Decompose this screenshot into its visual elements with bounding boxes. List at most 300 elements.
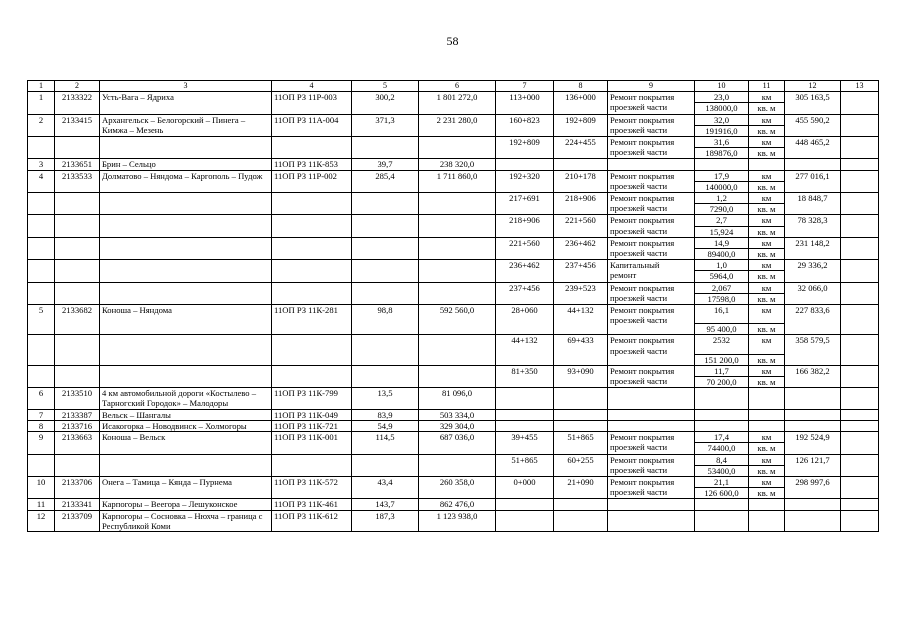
unit-cell-line1: км: [761, 237, 772, 248]
end-km-cell: 51+865: [554, 432, 608, 454]
road-id-cell: 11ОП РЗ 11К-572: [272, 476, 352, 498]
table-row: [28, 159, 879, 170]
quantity-cell: [695, 335, 749, 365]
account-code-cell: 2133682: [55, 305, 100, 335]
quantity-cell-line2: 151 200,0: [695, 354, 748, 365]
quantity-cell: [695, 476, 749, 498]
row-number-cell: 2: [28, 114, 55, 136]
header-cell: 4: [272, 81, 352, 92]
note-cell: [841, 137, 879, 159]
work-type-cell-line1: Капитальный: [610, 260, 660, 271]
work-type-cell-line1: Ремонт покрытия: [610, 282, 675, 293]
work-type-cell-line1: Ремонт покрытия: [610, 305, 675, 316]
length-cell: 187,3: [352, 510, 419, 531]
end-km-cell: [554, 510, 608, 531]
work-type-cell: [608, 454, 695, 476]
note-cell: [841, 499, 879, 510]
road-id-cell: [272, 193, 352, 215]
road-name-cell: 4 км автомобильной дороги «Костылево – Тарногский Городок» – Малодоры: [100, 388, 272, 409]
account-code-cell: [55, 237, 100, 259]
unit-cell-line2: кв. м: [749, 102, 784, 113]
quantity-cell-line2: 74400,0: [695, 442, 748, 453]
road-name-cell: [100, 260, 272, 282]
cost-cell: 862 476,0: [419, 499, 496, 510]
road-id-cell: [272, 260, 352, 282]
road-name-cell: Карпогоры – Сосновка – Нюхча – граница с Республикой Коми: [100, 510, 272, 531]
road-id-cell: [272, 137, 352, 159]
unit-cell-line2: кв. м: [749, 354, 784, 365]
quantity-cell-line1: 17,4: [713, 432, 730, 443]
account-code-cell: 2133663: [55, 432, 100, 454]
sum-cell: 29 336,2: [785, 260, 841, 282]
work-type-cell-line1: Ремонт покрытия: [610, 432, 675, 443]
unit-cell: [749, 432, 785, 454]
quantity-cell-line2: 5964,0: [695, 270, 748, 281]
table-row: [28, 215, 879, 237]
note-cell: [841, 170, 879, 192]
note-cell: [841, 510, 879, 531]
end-km-cell: 21+090: [554, 476, 608, 498]
quantity-cell-line2: 191916,0: [695, 125, 748, 136]
sum-cell: 227 833,6: [785, 305, 841, 335]
row-number-cell: 8: [28, 420, 55, 431]
note-cell: [841, 365, 879, 387]
sum-cell: [785, 510, 841, 531]
unit-cell-line2: кв. м: [749, 293, 784, 304]
road-id-cell: 11ОП РЗ 11Р-002: [272, 170, 352, 192]
quantity-cell: [695, 114, 749, 136]
quantity-cell-line2: 140000,0: [695, 181, 748, 192]
unit-cell-line2: кв. м: [749, 203, 784, 214]
row-number-cell: 11: [28, 499, 55, 510]
unit-cell: [749, 454, 785, 476]
table-row: [28, 510, 879, 531]
unit-cell: [749, 92, 785, 114]
length-cell: [352, 454, 419, 476]
quantity-cell: [695, 510, 749, 531]
unit-cell: [749, 420, 785, 431]
length-cell: [352, 137, 419, 159]
end-km-cell: [554, 499, 608, 510]
note-cell: [841, 159, 879, 170]
account-code-cell: 2133533: [55, 170, 100, 192]
unit-cell-line2: кв. м: [749, 248, 784, 259]
cost-cell: 329 304,0: [419, 420, 496, 431]
table-row: [28, 305, 879, 335]
road-name-cell: Усть-Вага – Ядриха: [100, 92, 272, 114]
row-number-cell: [28, 282, 55, 304]
row-number-cell: [28, 137, 55, 159]
note-cell: [841, 305, 879, 335]
table-row: [28, 420, 879, 431]
unit-cell-line1: км: [761, 282, 772, 293]
header-cell: 12: [785, 81, 841, 92]
quantity-cell: [695, 260, 749, 282]
work-type-cell-line1: Ремонт покрытия: [610, 365, 675, 376]
unit-cell-line2: кв. м: [749, 270, 784, 281]
header-cell: 1: [28, 81, 55, 92]
work-type-cell-line2: проезжей части: [610, 487, 668, 498]
unit-cell: [749, 510, 785, 531]
table-row: [28, 388, 879, 409]
note-cell: [841, 335, 879, 365]
header-cell: 9: [608, 81, 695, 92]
start-km-cell: [496, 388, 554, 409]
work-type-cell-line2: проезжей части: [610, 442, 668, 453]
work-type-cell-line2: проезжей части: [610, 464, 668, 475]
road-name-cell: Архангельск – Белогорский – Пинега – Кимжа – Мезень: [100, 114, 272, 136]
end-km-cell: 60+255: [554, 454, 608, 476]
end-km-cell: 224+455: [554, 137, 608, 159]
work-type-cell: [608, 499, 695, 510]
work-type-cell-line1: Ремонт покрытия: [610, 454, 675, 465]
quantity-cell: [695, 237, 749, 259]
work-type-cell: [608, 215, 695, 237]
row-number-cell: 9: [28, 432, 55, 454]
road-name-cell: Вельск – Шангалы: [100, 409, 272, 420]
row-number-cell: [28, 237, 55, 259]
road-id-cell: [272, 365, 352, 387]
quantity-cell-line2: 53400,0: [695, 465, 748, 476]
quantity-cell-line2: 70 200,0: [695, 376, 748, 387]
work-type-cell: [608, 409, 695, 420]
row-number-cell: [28, 215, 55, 237]
quantity-cell-line1: 32,0: [713, 114, 730, 125]
quantity-cell: [695, 432, 749, 454]
column-number-row: [28, 81, 879, 92]
quantity-cell-line2: 95 400,0: [695, 323, 748, 334]
start-km-cell: 218+906: [496, 215, 554, 237]
quantity-cell: [695, 159, 749, 170]
cost-cell: 592 560,0: [419, 305, 496, 335]
note-cell: [841, 454, 879, 476]
unit-cell: [749, 335, 785, 365]
unit-cell-line2: кв. м: [749, 181, 784, 192]
unit-cell-line1: км: [761, 193, 772, 204]
quantity-cell-line2: 89400,0: [695, 248, 748, 259]
end-km-cell: 93+090: [554, 365, 608, 387]
work-type-cell: [608, 476, 695, 498]
road-name-cell: Карпогоры – Веегора – Лешуконское: [100, 499, 272, 510]
start-km-cell: 192+809: [496, 137, 554, 159]
quantity-cell-line2: 189876,0: [695, 147, 748, 158]
cost-cell: 2 231 280,0: [419, 114, 496, 136]
end-km-cell: 136+000: [554, 92, 608, 114]
unit-cell: [749, 388, 785, 409]
start-km-cell: 81+350: [496, 365, 554, 387]
header-cell: 6: [419, 81, 496, 92]
work-type-cell-line1: Ремонт покрытия: [610, 92, 675, 103]
account-code-cell: [55, 260, 100, 282]
unit-cell-line2: кв. м: [749, 487, 784, 498]
quantity-cell-line1: 1,0: [716, 260, 727, 271]
start-km-cell: 192+320: [496, 170, 554, 192]
cost-cell: [419, 215, 496, 237]
work-type-cell-line1: Ремонт покрытия: [610, 193, 675, 204]
row-number-cell: [28, 260, 55, 282]
length-cell: 371,3: [352, 114, 419, 136]
header-cell: 11: [749, 81, 785, 92]
work-type-cell: [608, 260, 695, 282]
unit-cell-line2: кв. м: [749, 147, 784, 158]
unit-cell-line2: кв. м: [749, 323, 784, 334]
cost-cell: 260 358,0: [419, 476, 496, 498]
road-name-cell: Онега – Тамица – Кянда – Пурнема: [100, 476, 272, 498]
start-km-cell: [496, 420, 554, 431]
length-cell: 13,5: [352, 388, 419, 409]
start-km-cell: 51+865: [496, 454, 554, 476]
quantity-cell: [695, 282, 749, 304]
start-km-cell: [496, 499, 554, 510]
sum-cell: [785, 159, 841, 170]
quantity-cell: [695, 137, 749, 159]
unit-cell-line1: км: [761, 432, 772, 443]
sum-cell: 455 590,2: [785, 114, 841, 136]
work-type-cell: [608, 432, 695, 454]
account-code-cell: 2133709: [55, 510, 100, 531]
account-code-cell: 2133706: [55, 476, 100, 498]
sum-cell: 18 848,7: [785, 193, 841, 215]
road-id-cell: 11ОП РЗ 11К-721: [272, 420, 352, 431]
start-km-cell: 217+691: [496, 193, 554, 215]
cost-cell: [419, 137, 496, 159]
cost-cell: 687 036,0: [419, 432, 496, 454]
work-type-cell: [608, 137, 695, 159]
road-id-cell: 11ОП РЗ 11К-853: [272, 159, 352, 170]
work-type-cell-line2: проезжей части: [610, 225, 668, 236]
note-cell: [841, 92, 879, 114]
end-km-cell: 221+560: [554, 215, 608, 237]
sum-cell: 358 579,5: [785, 335, 841, 365]
quantity-cell-line1: 17,9: [713, 170, 730, 181]
sum-cell: [785, 409, 841, 420]
unit-cell-line1: км: [761, 92, 772, 103]
quantity-cell: [695, 170, 749, 192]
quantity-cell-line2: 126 600,0: [695, 487, 748, 498]
road-name-cell: Исакогорка – Новодвинск – Холмогоры: [100, 420, 272, 431]
end-km-cell: 218+906: [554, 193, 608, 215]
work-type-cell: [608, 335, 695, 365]
account-code-cell: 2133510: [55, 388, 100, 409]
length-cell: [352, 215, 419, 237]
note-cell: [841, 432, 879, 454]
account-code-cell: 2133651: [55, 159, 100, 170]
road-id-cell: 11ОП РЗ 11К-049: [272, 409, 352, 420]
sum-cell: 126 121,7: [785, 454, 841, 476]
road-name-cell: [100, 193, 272, 215]
quantity-cell: [695, 193, 749, 215]
start-km-cell: 160+823: [496, 114, 554, 136]
work-type-cell: [608, 193, 695, 215]
work-type-cell-line2: проезжей части: [610, 376, 668, 387]
note-cell: [841, 420, 879, 431]
cost-cell: 1 123 938,0: [419, 510, 496, 531]
road-repair-table: [27, 80, 879, 532]
work-type-cell-line2: проезжей части: [610, 315, 668, 326]
work-type-cell-line2: ремонт: [610, 270, 637, 281]
unit-cell: [749, 159, 785, 170]
work-type-cell-line1: Ремонт покрытия: [610, 170, 675, 181]
length-cell: [352, 260, 419, 282]
length-cell: [352, 237, 419, 259]
work-type-cell-line1: Ремонт покрытия: [610, 137, 675, 148]
start-km-cell: 113+000: [496, 92, 554, 114]
account-code-cell: 2133387: [55, 409, 100, 420]
length-cell: [352, 335, 419, 365]
unit-cell: [749, 137, 785, 159]
work-type-cell-line1: Ремонт покрытия: [610, 335, 675, 346]
note-cell: [841, 193, 879, 215]
account-code-cell: 2133415: [55, 114, 100, 136]
quantity-cell-line2: 15,924: [695, 226, 748, 237]
quantity-cell-line1: 8,4: [716, 454, 727, 465]
road-name-cell: Коноша – Няндома: [100, 305, 272, 335]
unit-cell-line1: км: [761, 476, 772, 487]
sum-cell: 448 465,2: [785, 137, 841, 159]
unit-cell: [749, 409, 785, 420]
cost-cell: [419, 260, 496, 282]
work-type-cell: [608, 365, 695, 387]
work-type-cell: [608, 282, 695, 304]
end-km-cell: 210+178: [554, 170, 608, 192]
unit-cell-line1: км: [761, 170, 772, 181]
quantity-cell-line1: 21,1: [713, 476, 730, 487]
quantity-cell: [695, 388, 749, 409]
end-km-cell: 192+809: [554, 114, 608, 136]
quantity-cell-line1: 14,9: [713, 237, 730, 248]
unit-cell: [749, 260, 785, 282]
road-name-cell: [100, 454, 272, 476]
work-type-cell-line2: проезжей части: [610, 292, 668, 303]
road-id-cell: 11ОП РЗ 11К-612: [272, 510, 352, 531]
row-number-cell: [28, 335, 55, 365]
note-cell: [841, 409, 879, 420]
road-id-cell: [272, 335, 352, 365]
start-km-cell: 44+132: [496, 335, 554, 365]
sum-cell: 231 148,2: [785, 237, 841, 259]
length-cell: 98,8: [352, 305, 419, 335]
end-km-cell: [554, 409, 608, 420]
note-cell: [841, 215, 879, 237]
unit-cell: [749, 365, 785, 387]
table-row: [28, 260, 879, 282]
cost-cell: 1 711 860,0: [419, 170, 496, 192]
unit-cell: [749, 282, 785, 304]
row-number-cell: [28, 193, 55, 215]
length-cell: 83,9: [352, 409, 419, 420]
road-name-cell: Брин – Сельцо: [100, 159, 272, 170]
quantity-cell-line1: 31,6: [713, 137, 730, 148]
sum-cell: 78 328,3: [785, 215, 841, 237]
work-type-cell-line2: проезжей части: [610, 248, 668, 259]
road-name-cell: [100, 335, 272, 365]
account-code-cell: 2133322: [55, 92, 100, 114]
table-row: [28, 454, 879, 476]
unit-cell-line2: кв. м: [749, 125, 784, 136]
unit-cell: [749, 193, 785, 215]
unit-cell-line1: км: [761, 137, 772, 148]
table-row: [28, 237, 879, 259]
start-km-cell: [496, 159, 554, 170]
sum-cell: 277 016,1: [785, 170, 841, 192]
unit-cell-line2: кв. м: [749, 465, 784, 476]
work-type-cell-line2: проезжей части: [610, 203, 668, 214]
road-name-cell: Коноша – Вельск: [100, 432, 272, 454]
length-cell: 114,5: [352, 432, 419, 454]
table-row: [28, 476, 879, 498]
account-code-cell: [55, 365, 100, 387]
table-row: [28, 282, 879, 304]
sum-cell: [785, 499, 841, 510]
start-km-cell: 237+456: [496, 282, 554, 304]
header-cell: 2: [55, 81, 100, 92]
length-cell: 54,9: [352, 420, 419, 431]
work-type-cell: [608, 510, 695, 531]
work-type-cell: [608, 92, 695, 114]
start-km-cell: 39+455: [496, 432, 554, 454]
quantity-cell-line1: 2,067: [711, 282, 732, 293]
unit-cell: [749, 215, 785, 237]
unit-cell-line1: км: [761, 305, 772, 316]
unit-cell: [749, 476, 785, 498]
table-row: [28, 432, 879, 454]
road-name-cell: [100, 215, 272, 237]
unit-cell: [749, 237, 785, 259]
end-km-cell: 44+132: [554, 305, 608, 335]
cost-cell: [419, 193, 496, 215]
start-km-cell: [496, 409, 554, 420]
unit-cell-line2: кв. м: [749, 226, 784, 237]
header-cell: 10: [695, 81, 749, 92]
row-number-cell: [28, 454, 55, 476]
start-km-cell: 0+000: [496, 476, 554, 498]
work-type-cell: [608, 114, 695, 136]
header-cell: 5: [352, 81, 419, 92]
row-number-cell: 6: [28, 388, 55, 409]
cost-cell: [419, 365, 496, 387]
end-km-cell: 239+523: [554, 282, 608, 304]
end-km-cell: [554, 388, 608, 409]
table-row: [28, 170, 879, 192]
unit-cell-line1: км: [761, 454, 772, 465]
work-type-cell-line1: Ремонт покрытия: [610, 237, 675, 248]
note-cell: [841, 114, 879, 136]
work-type-cell-line1: Ремонт покрытия: [610, 114, 675, 125]
unit-cell-line1: км: [761, 215, 772, 226]
quantity-cell-line1: 2,7: [716, 215, 727, 226]
end-km-cell: [554, 159, 608, 170]
row-number-cell: 7: [28, 409, 55, 420]
end-km-cell: 69+433: [554, 335, 608, 365]
unit-cell: [749, 114, 785, 136]
start-km-cell: 236+462: [496, 260, 554, 282]
start-km-cell: [496, 510, 554, 531]
table-row: [28, 409, 879, 420]
length-cell: [352, 365, 419, 387]
sum-cell: 166 382,2: [785, 365, 841, 387]
road-id-cell: 11ОП РЗ 11К-281: [272, 305, 352, 335]
end-km-cell: 237+456: [554, 260, 608, 282]
row-number-cell: 12: [28, 510, 55, 531]
work-type-cell: [608, 420, 695, 431]
work-type-cell: [608, 237, 695, 259]
row-number-cell: 3: [28, 159, 55, 170]
road-name-cell: [100, 282, 272, 304]
cost-cell: [419, 237, 496, 259]
note-cell: [841, 282, 879, 304]
table-row: [28, 499, 879, 510]
road-id-cell: [272, 282, 352, 304]
